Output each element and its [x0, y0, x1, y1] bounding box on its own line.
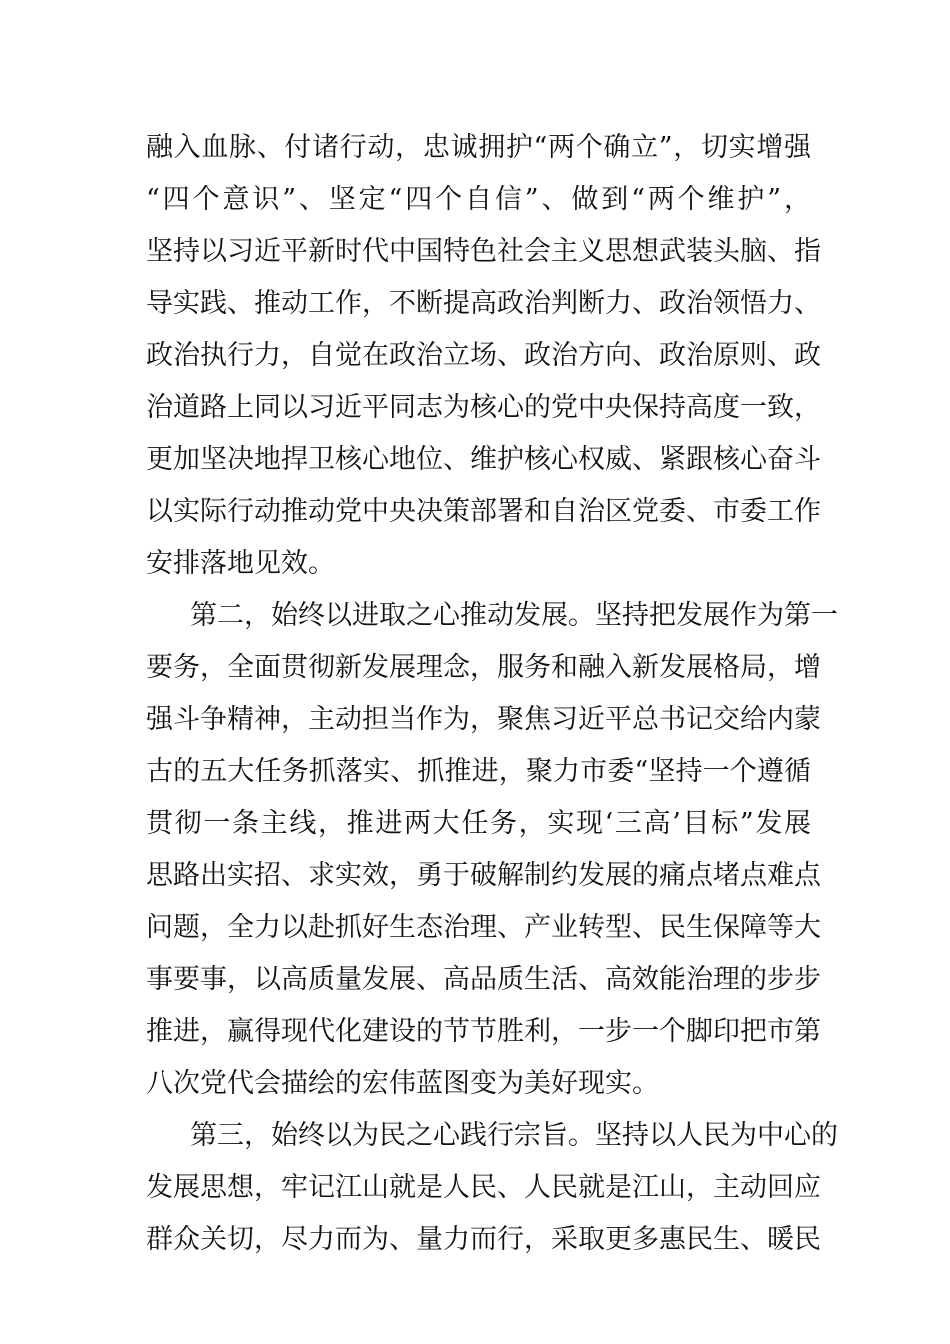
- text-line: 政治执行力，自觉在政治立场、政治方向、政治原则、政: [146, 340, 821, 371]
- text-line: 融入血脉、付诸行动，忠诚拥护“两个确立”，切实增强: [146, 132, 811, 163]
- paragraph-end-line: 安排落地见效。: [146, 548, 335, 579]
- text-line: 强斗争精神，主动担当作为，聚焦习近平总书记交给内蒙: [146, 704, 821, 735]
- text-line: 问题，全力以赴抓好生态治理、产业转型、民生保障等大: [146, 912, 821, 943]
- text-line: 要务，全面贯彻新发展理念，服务和融入新发展格局，增: [146, 652, 821, 683]
- text-line: 事要事，以高质量发展、高品质生活、高效能治理的步步: [146, 964, 821, 995]
- paragraph-first-line: 第三，始终以为民之心践行宗旨。坚持以人民为中心的: [190, 1120, 838, 1151]
- text-line: 贯彻一条主线，推进两大任务，实现‘三高’目标”发展: [146, 808, 811, 839]
- text-line: 推进，赢得现代化建设的节节胜利，一步一个脚印把市第: [146, 1016, 821, 1047]
- text-line: 发展思想，牢记江山就是人民、人民就是江山，主动回应: [146, 1172, 821, 1203]
- text-line: 群众关切，尽力而为、量力而行，采取更多惠民生、暖民: [146, 1224, 821, 1255]
- text-line: 以实际行动推动党中央决策部署和自治区党委、市委工作: [146, 496, 821, 527]
- paragraph-first-line: 第二，始终以进取之心推动发展。坚持把发展作为第一: [190, 600, 838, 631]
- text-line: “四个意识”、坚定“四个自信”、做到“两个维护”，: [146, 184, 811, 215]
- text-line: 治道路上同以习近平同志为核心的党中央保持高度一致，: [146, 392, 821, 423]
- text-line: 古的五大任务抓落实、抓推进，聚力市委“坚持一个遵循: [146, 756, 811, 787]
- paragraph-end-line: 八次党代会描绘的宏伟蓝图变为美好现实。: [146, 1068, 659, 1099]
- text-line: 更加坚决地捍卫核心地位、维护核心权威、紧跟核心奋斗: [146, 444, 821, 475]
- text-line: 坚持以习近平新时代中国特色社会主义思想武装头脑、指: [146, 236, 821, 267]
- text-line: 思路出实招、求实效，勇于破解制约发展的痛点堵点难点: [146, 860, 821, 891]
- text-line: 导实践、推动工作，不断提高政治判断力、政治领悟力、: [146, 288, 821, 319]
